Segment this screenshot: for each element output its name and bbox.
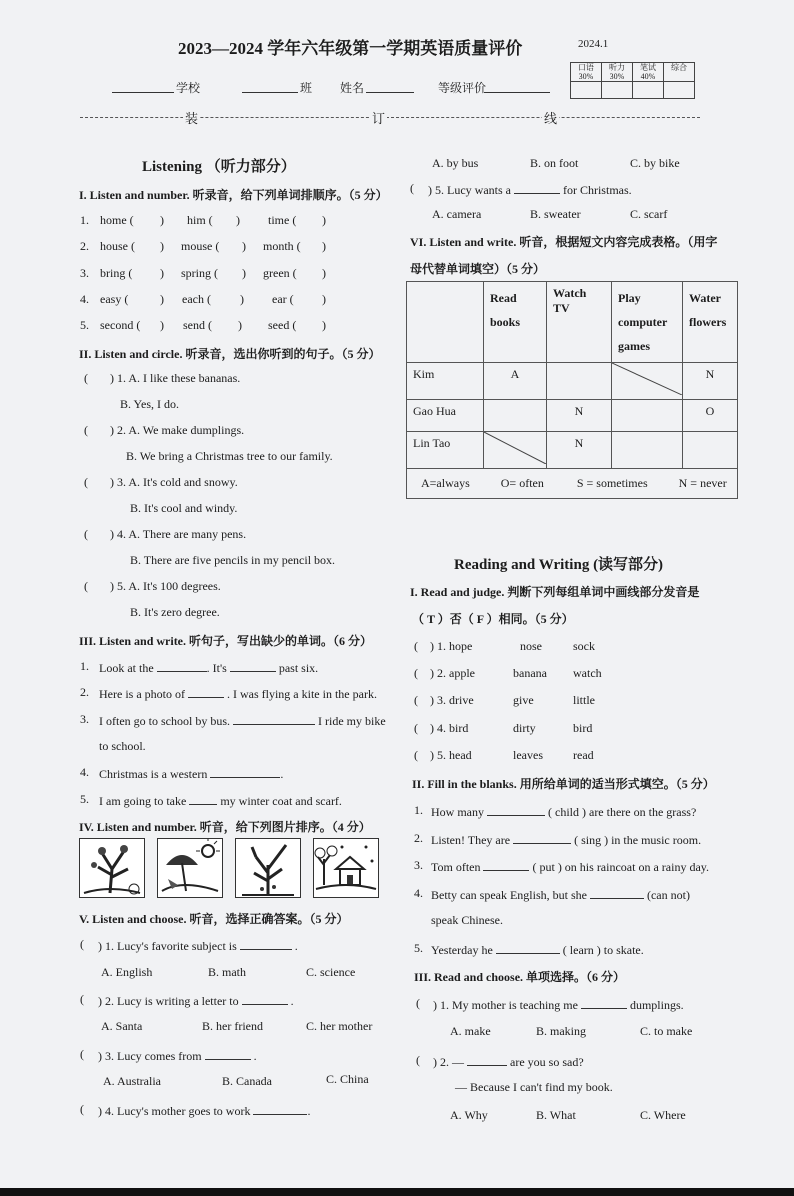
option: C. science <box>306 965 356 979</box>
sentence: Listen! They are ( sing ) in the music room. <box>431 833 702 847</box>
answer-blank[interactable] <box>483 858 529 871</box>
table-row <box>407 432 738 469</box>
answer-blank[interactable] <box>157 659 207 672</box>
table-cell[interactable] <box>484 400 547 432</box>
item-number: 4. <box>414 886 423 900</box>
item-number: 5. <box>414 941 423 955</box>
sentence: I often go to school by bus. I ride my bike <box>99 714 386 728</box>
table-header: Watch TV <box>547 282 612 363</box>
question: ) 3. Lucy comes from . <box>98 1049 257 1063</box>
question: ) 1. hope <box>430 639 473 653</box>
question: ) 3. A. It's cold and snowy. <box>110 475 238 489</box>
score-cell-listening: 听力 30% <box>602 63 633 82</box>
word: bird <box>573 721 593 735</box>
autumn-tree-icon <box>80 839 144 897</box>
sentence: Here is a photo of . I was flying a kite in the park. <box>99 687 377 701</box>
answer-bracket[interactable]: ( <box>84 527 88 541</box>
activity-table <box>406 281 738 499</box>
question: ) 5. A. It's 100 degrees. <box>110 579 221 593</box>
question: ) 2. apple <box>430 666 475 680</box>
score-input[interactable] <box>602 82 633 99</box>
answer-bracket[interactable]: ( <box>416 1053 420 1067</box>
question: ) 3. drive <box>430 693 474 707</box>
class-blank[interactable] <box>242 80 298 93</box>
listening-heading: Listening （听力部分） <box>142 159 296 175</box>
dialogue-reply: — Because I can't find my book. <box>455 1080 613 1094</box>
option: C. to make <box>640 1024 693 1038</box>
answer-blank[interactable] <box>240 937 292 950</box>
question: ) 2. Lucy is writing a letter to . <box>98 994 294 1008</box>
answer-blank[interactable] <box>496 941 560 954</box>
binding-mark-3: 线 <box>542 108 559 127</box>
score-input[interactable] <box>571 82 602 99</box>
option: C. her mother <box>306 1019 373 1033</box>
question: ) 4. A. There are many pens. <box>110 527 247 541</box>
answer-blank[interactable] <box>189 792 217 805</box>
option: B. sweater <box>530 207 581 221</box>
option: A. Santa <box>101 1019 143 1033</box>
answer-blank[interactable] <box>514 181 560 194</box>
section-title: III. Read and choose. 单项选择。（6 分） <box>414 970 626 984</box>
table-cell[interactable]: N <box>683 363 738 400</box>
name-label: 姓名 <box>340 81 365 95</box>
option: B. It's zero degree. <box>130 605 220 619</box>
answer-bracket[interactable]: ( <box>416 996 420 1010</box>
answer-blank[interactable] <box>230 659 276 672</box>
answer-blank[interactable] <box>513 831 571 844</box>
word: dirty <box>513 721 536 735</box>
table-cell[interactable]: O <box>683 400 738 432</box>
picture-bare-tree <box>235 838 301 898</box>
picture-snowy-house <box>313 838 379 898</box>
word: watch <box>573 666 602 680</box>
sentence: Yesterday he ( learn ) to skate. <box>431 943 644 957</box>
answer-bracket[interactable]: ( <box>80 992 84 1006</box>
word: nose <box>520 639 542 653</box>
school-blank[interactable] <box>112 80 174 93</box>
item-number: 2. <box>80 685 89 699</box>
sun-umbrella-icon <box>158 839 222 897</box>
question: ) 1. A. I like these bananas. <box>110 371 241 385</box>
section-title: VI. Listen and write. 听音，根据短文内容完成表格。（用字 <box>410 235 718 249</box>
row-label: Gao Hua <box>407 400 484 432</box>
bare-tree-icon <box>236 839 300 897</box>
table-cell[interactable] <box>683 432 738 469</box>
word: banana <box>513 666 547 680</box>
table-header: Play computer games <box>612 282 683 363</box>
option: B. on foot <box>530 156 579 170</box>
sentence: I am going to take my winter coat and scarf. <box>99 794 342 808</box>
strike-diagonal <box>612 363 682 395</box>
item-number: 3. <box>414 858 423 872</box>
picture-sunny-beach <box>157 838 223 898</box>
section-title: I. Read and judge. 判断下列每组单词中画线部分发音是 <box>410 585 700 599</box>
answer-blank[interactable] <box>581 996 627 1009</box>
answer-bracket[interactable]: ( <box>80 1047 84 1061</box>
option: B. Yes, I do. <box>120 397 180 411</box>
answer-bracket[interactable]: ( <box>84 475 88 489</box>
table-cell[interactable]: A <box>484 363 547 400</box>
section-title: V. Listen and choose. 听音，选择正确答案。（5 分） <box>79 912 349 926</box>
sentence-continued: speak Chinese. <box>431 913 503 927</box>
question: ) 1. Lucy's favorite subject is . <box>98 939 298 953</box>
table-legend: A=always O= often S = sometimes N = never <box>407 469 738 499</box>
answer-blank[interactable] <box>188 685 224 698</box>
option: A. by bus <box>432 156 479 170</box>
word: read <box>573 748 594 762</box>
table-header: Water flowers <box>683 282 738 363</box>
answer-bracket[interactable]: ( <box>80 937 84 951</box>
table-row <box>407 363 738 400</box>
item-number: 1. <box>80 659 89 673</box>
answer-blank[interactable] <box>205 1047 251 1060</box>
answer-blank[interactable] <box>590 886 644 899</box>
sentence: Betty can speak English, but she (can not) <box>431 888 690 902</box>
item-number: 3. <box>80 712 89 726</box>
binding-line <box>80 117 700 118</box>
table-cell[interactable]: N <box>547 400 612 432</box>
option: B. It's cool and windy. <box>130 501 238 515</box>
row-label: Kim <box>407 363 484 400</box>
score-cell-written: 笔试 40% <box>633 63 664 82</box>
word: sock <box>573 639 595 653</box>
option: B. What <box>536 1108 576 1122</box>
score-input[interactable] <box>633 82 664 99</box>
grade-label: 等级评价 <box>438 81 487 95</box>
answer-bracket[interactable]: ( <box>414 666 418 680</box>
question: ) 4. Lucy's mother goes to work . <box>98 1104 311 1118</box>
answer-bracket[interactable]: ( <box>414 639 418 653</box>
question: ) 2. — are you so sad? <box>433 1055 584 1069</box>
sentence: How many ( child ) are there on the grass? <box>431 805 697 819</box>
answer-bracket[interactable]: ( <box>414 721 418 735</box>
answer-blank[interactable] <box>467 1053 507 1066</box>
name-blank[interactable] <box>366 80 414 93</box>
section-title: I. Listen and number. 听录音，给下列单词排顺序。（5 分） <box>79 188 388 202</box>
answer-blank[interactable] <box>233 712 315 725</box>
page-title: 2023—2024 学年六年级第一学期英语质量评价 <box>178 39 523 58</box>
option: B. her friend <box>202 1019 263 1033</box>
bottom-edge <box>0 1188 794 1196</box>
word: give <box>513 693 534 707</box>
option: A. Australia <box>103 1074 161 1088</box>
question: ) 2. A. We make dumplings. <box>110 423 245 437</box>
row-label: Lin Tao <box>407 432 484 469</box>
answer-blank[interactable] <box>210 765 280 778</box>
option: C. China <box>326 1072 369 1086</box>
question: ) 5. head <box>430 748 472 762</box>
option: A. make <box>450 1024 491 1038</box>
option: C. Where <box>640 1108 686 1122</box>
score-table <box>570 62 695 99</box>
table-cell[interactable] <box>612 432 683 469</box>
option: B. math <box>208 965 246 979</box>
section-title: III. Listen and write. 听句子，写出缺少的单词。（6 分） <box>79 634 373 648</box>
item-number: 1. <box>414 803 423 817</box>
answer-bracket[interactable]: ( <box>410 181 414 195</box>
table-cell[interactable] <box>547 363 612 400</box>
question: ) 4. bird <box>430 721 469 735</box>
option: A. English <box>101 965 153 979</box>
class-label: 班 <box>300 81 313 95</box>
table-cell-struck <box>484 432 547 469</box>
section-title: IV. Listen and number. 听音，给下列图片排序。（4 分） <box>79 820 371 834</box>
answer-blank[interactable] <box>242 992 288 1005</box>
answer-bracket[interactable]: ( <box>414 693 418 707</box>
word: little <box>573 693 595 707</box>
table-row <box>407 400 738 432</box>
sentence: Christmas is a western . <box>99 767 284 781</box>
section-title: II. Fill in the blanks. 用所给单词的适当形式填空。（5 分） <box>412 777 715 791</box>
option: B. Canada <box>222 1074 272 1088</box>
question: ) 5. Lucy wants a for Christmas. <box>428 183 632 197</box>
school-label: 学校 <box>176 81 201 95</box>
question: ) 1. My mother is teaching me dumplings. <box>433 998 684 1012</box>
answer-bracket[interactable]: ( <box>80 1102 84 1116</box>
sentence: Look at the . It's past six. <box>99 661 319 675</box>
binding-mark-1: 装 <box>183 108 200 127</box>
option: B. making <box>536 1024 586 1038</box>
section-title-continued: 母代替单词填空）（5 分） <box>410 262 546 276</box>
option: A. camera <box>432 207 482 221</box>
answer-bracket[interactable]: ( <box>414 748 418 762</box>
sentence-continued: to school. <box>99 739 146 753</box>
snowy-house-icon <box>314 839 378 897</box>
option: B. There are five pencils in my pencil box. <box>130 553 336 567</box>
section-title-continued: （ T ）否（ F ）相同。（5 分） <box>412 612 574 626</box>
item-number: 4. <box>80 765 89 779</box>
table-header: Read books <box>484 282 547 363</box>
table-cell-struck <box>612 363 683 400</box>
answer-blank[interactable] <box>487 803 545 816</box>
score-cell-total: 综合 <box>664 63 695 82</box>
word: leaves <box>513 748 543 762</box>
binding-mark-2: 订 <box>370 108 387 127</box>
table-cell[interactable] <box>612 400 683 432</box>
answer-bracket[interactable]: ( <box>84 579 88 593</box>
answer-blank[interactable] <box>253 1102 307 1115</box>
sentence: Tom often ( put ) on his raincoat on a rainy day. <box>431 860 709 874</box>
reading-heading: Reading and Writing (读写部分) <box>454 557 664 573</box>
option: C. by bike <box>630 156 680 170</box>
strike-diagonal <box>484 432 546 464</box>
picture-autumn-tree <box>79 838 145 898</box>
option: C. scarf <box>630 207 668 221</box>
score-input[interactable] <box>664 82 695 99</box>
score-cell-oral: 口语 30% <box>571 63 602 82</box>
item-number: 5. <box>80 792 89 806</box>
item-number: 2. <box>414 831 423 845</box>
answer-bracket[interactable]: ( <box>84 371 88 385</box>
table-cell[interactable]: N <box>547 432 612 469</box>
section-title: II. Listen and circle. 听录音，选出你听到的句子。（5 分） <box>79 347 381 361</box>
option: A. Why <box>450 1108 488 1122</box>
option: B. We bring a Christmas tree to our family. <box>126 449 333 463</box>
answer-bracket[interactable]: ( <box>84 423 88 437</box>
grade-blank[interactable] <box>484 80 550 93</box>
table-header-empty <box>407 282 484 363</box>
exam-date: 2024.1 <box>578 38 609 50</box>
